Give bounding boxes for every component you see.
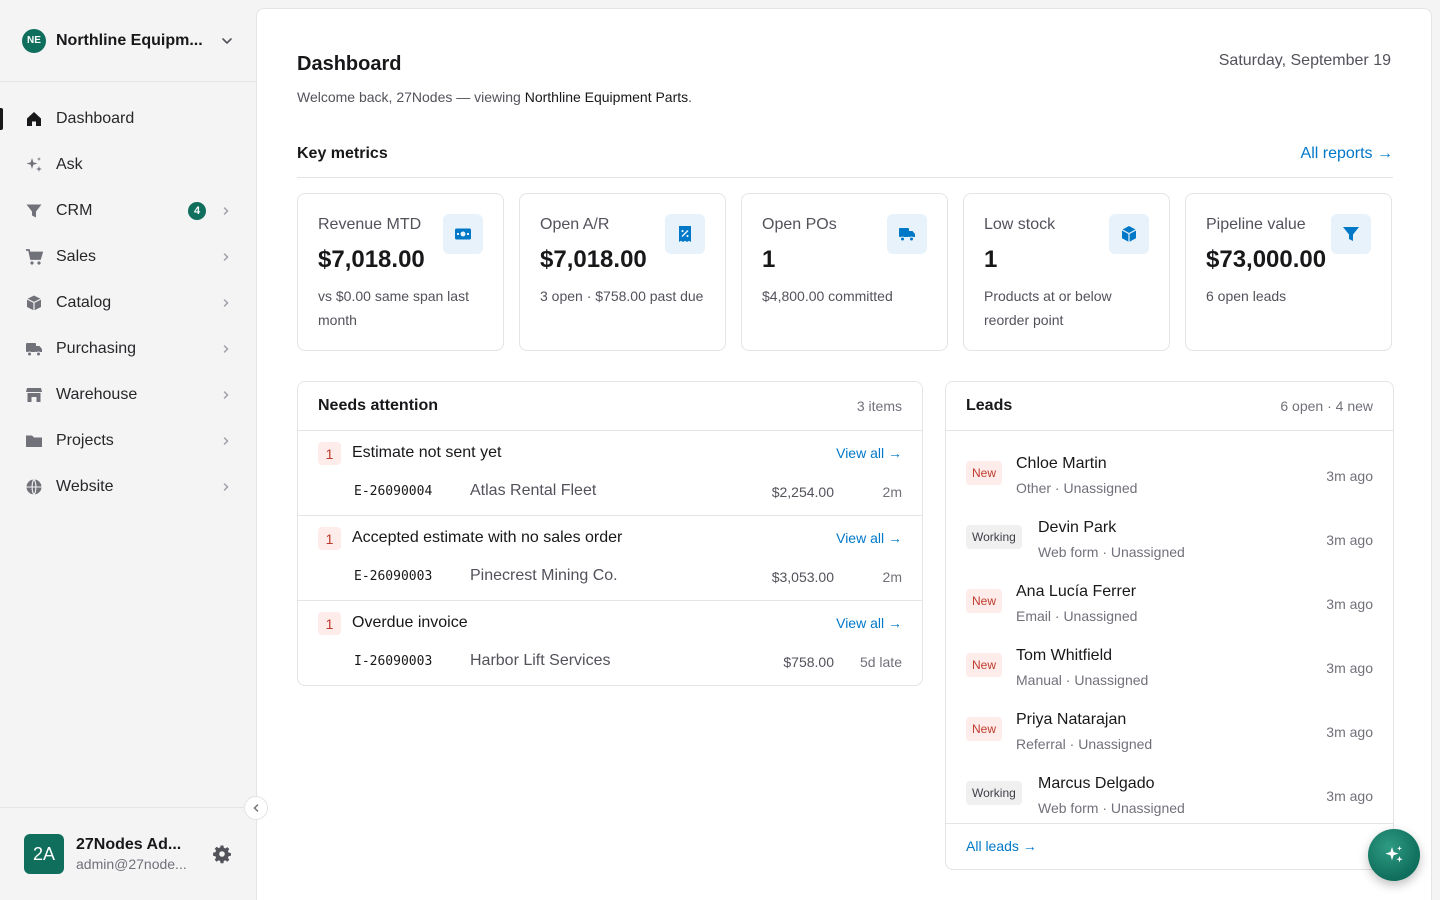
attention-title: Accepted estimate with no sales order	[352, 529, 623, 546]
box-icon	[24, 293, 44, 313]
sparkles-icon	[1383, 844, 1405, 866]
org-avatar: NE	[22, 29, 46, 53]
needs-attention-card	[297, 381, 923, 686]
status-badge: Working	[966, 525, 1022, 549]
metric-value: 1	[762, 246, 776, 273]
lead-name: Chloe Martin	[1016, 455, 1107, 472]
status-badge: New	[966, 461, 1002, 485]
card-title: Leads	[966, 397, 1013, 414]
receipt-icon	[665, 214, 705, 254]
key-metrics-header	[297, 145, 1393, 178]
page-title: Dashboard	[297, 53, 402, 75]
chevron-down-icon	[220, 34, 234, 48]
metrics-row	[297, 193, 1394, 351]
card-header	[298, 382, 922, 431]
main-nav	[0, 96, 256, 510]
lead-source: Web form · Unassigned	[1038, 544, 1185, 560]
count-badge: 1	[318, 527, 341, 550]
section-title: Key metrics	[297, 145, 388, 162]
org-switcher[interactable]	[0, 0, 256, 82]
attention-title: Overdue invoice	[352, 614, 468, 631]
metric-value: $7,018.00	[540, 246, 647, 273]
gear-icon[interactable]	[212, 844, 232, 864]
funnel-icon	[1331, 214, 1371, 254]
all-leads-link[interactable]: All leads →	[966, 838, 1037, 854]
customer-name: Harbor Lift Services	[470, 652, 611, 669]
list-item[interactable]	[946, 696, 1393, 760]
attention-title: Estimate not sent yet	[352, 444, 502, 461]
leads-summary: 6 open · 4 new	[1280, 398, 1373, 414]
chevron-right-icon	[220, 251, 232, 263]
sidebar-item-label: Warehouse	[56, 386, 138, 403]
age: 2m	[882, 569, 902, 585]
count-badge: 1	[318, 612, 341, 635]
cash-icon	[443, 214, 483, 254]
sidebar-item-label: Dashboard	[56, 110, 135, 127]
sidebar-item-website[interactable]	[0, 464, 256, 510]
current-date: Saturday, September 19	[1218, 52, 1391, 69]
metric-card-low-stock[interactable]	[963, 193, 1170, 351]
list-item[interactable]	[946, 568, 1393, 632]
metric-note: vs $0.00 same span last month	[318, 288, 469, 328]
metric-label: Pipeline value	[1206, 216, 1306, 233]
notification-badge: 4	[188, 202, 206, 220]
item-count: 3 items	[856, 398, 902, 414]
metric-card-pipeline[interactable]	[1185, 193, 1392, 351]
view-all-link[interactable]: View all →	[836, 445, 902, 461]
status-badge: Working	[966, 781, 1022, 805]
sidebar-item-crm[interactable]	[0, 188, 256, 234]
metric-label: Open POs	[762, 216, 837, 233]
org-name: Northline Equipm...	[56, 31, 203, 49]
sidebar-item-purchasing[interactable]	[0, 326, 256, 372]
metric-card-open-pos[interactable]	[741, 193, 948, 351]
sidebar-item-label: Purchasing	[56, 340, 137, 357]
lead-time: 3m ago	[1326, 724, 1373, 740]
list-item[interactable]	[946, 440, 1393, 504]
lead-time: 3m ago	[1326, 596, 1373, 612]
chevron-right-icon	[220, 297, 232, 309]
sidebar	[0, 0, 256, 900]
lead-name: Marcus Delgado	[1038, 775, 1155, 792]
metric-card-revenue[interactable]	[297, 193, 504, 351]
chevron-right-icon	[220, 389, 232, 401]
sidebar-item-projects[interactable]	[0, 418, 256, 464]
metric-note: 6 open leads	[1206, 288, 1287, 304]
card-header	[946, 382, 1393, 431]
sidebar-item-label: Website	[56, 478, 114, 495]
document-number[interactable]: E-26090003	[354, 569, 433, 584]
sidebar-item-dashboard[interactable]	[0, 96, 256, 142]
sidebar-item-sales[interactable]	[0, 234, 256, 280]
lead-source: Web form · Unassigned	[1038, 800, 1185, 816]
lead-name: Tom Whitfield	[1016, 647, 1113, 664]
customer-name: Atlas Rental Fleet	[470, 482, 597, 499]
card-title: Needs attention	[318, 397, 439, 414]
age: 2m	[882, 484, 902, 500]
sidebar-item-label: Sales	[56, 248, 97, 265]
metric-label: Revenue MTD	[318, 216, 422, 233]
avatar: 2A	[24, 834, 64, 874]
customer-name: Pinecrest Mining Co.	[470, 567, 618, 584]
lead-time: 3m ago	[1326, 532, 1373, 548]
lead-source: Other · Unassigned	[1016, 480, 1138, 496]
metric-note: $4,800.00 committed	[762, 288, 893, 304]
user-info	[76, 836, 192, 872]
view-all-link[interactable]: View all →	[836, 615, 902, 631]
age: 5d late	[859, 654, 902, 670]
metric-value: $7,018.00	[318, 246, 425, 273]
lead-source: Email · Unassigned	[1016, 608, 1138, 624]
welcome-prefix: Welcome back, 27Nodes — viewing	[297, 89, 525, 105]
attention-group	[298, 516, 922, 601]
sparkles-icon	[24, 155, 44, 175]
list-item[interactable]	[946, 760, 1393, 824]
status-badge: New	[966, 653, 1002, 677]
assistant-button[interactable]	[1368, 829, 1420, 881]
leads-list	[946, 431, 1393, 824]
status-badge: New	[966, 717, 1002, 741]
metric-value: $73,000.00	[1206, 246, 1327, 273]
attention-group	[298, 601, 922, 686]
cart-icon	[24, 247, 44, 267]
funnel-icon	[24, 201, 44, 221]
chevron-right-icon	[220, 481, 232, 493]
attention-group	[298, 431, 922, 516]
sidebar-item-label: Ask	[56, 156, 83, 173]
sidebar-item-label: CRM	[56, 202, 93, 219]
amount: $2,254.00	[771, 484, 834, 500]
lead-name: Devin Park	[1038, 519, 1117, 536]
list-item[interactable]	[946, 504, 1393, 568]
welcome-text	[297, 89, 692, 105]
lead-source: Referral · Unassigned	[1016, 736, 1153, 752]
metric-card-open-ar[interactable]	[519, 193, 726, 351]
store-icon	[24, 385, 44, 405]
sidebar-collapse-button[interactable]	[244, 796, 268, 820]
sidebar-item-label: Projects	[56, 432, 114, 449]
truck-icon	[887, 214, 927, 254]
leads-card	[945, 381, 1394, 870]
count-badge: 1	[318, 442, 341, 465]
leads-footer	[946, 823, 1393, 869]
welcome-suffix: .	[688, 89, 693, 105]
main-panel	[256, 8, 1432, 900]
welcome-org: Northline Equipment Parts	[524, 89, 689, 105]
chevron-left-icon	[251, 803, 261, 813]
sidebar-item-label: Catalog	[56, 294, 112, 311]
lead-name: Priya Natarajan	[1016, 711, 1127, 728]
sidebar-item-catalog[interactable]	[0, 280, 256, 326]
home-icon	[24, 109, 44, 129]
lead-time: 3m ago	[1326, 788, 1373, 804]
cube-icon	[1109, 214, 1149, 254]
amount: $3,053.00	[771, 569, 834, 585]
lead-time: 3m ago	[1326, 660, 1373, 676]
user-email: admin@27node...	[76, 856, 187, 872]
chevron-right-icon	[220, 205, 232, 217]
view-all-link[interactable]: View all →	[836, 530, 902, 546]
list-item[interactable]	[946, 632, 1393, 696]
lead-name: Ana Lucía Ferrer	[1016, 583, 1137, 600]
truck-icon	[24, 339, 44, 359]
sidebar-item-ask[interactable]	[0, 142, 256, 188]
metric-label: Low stock	[984, 216, 1056, 233]
lead-time: 3m ago	[1326, 468, 1373, 484]
chevron-right-icon	[220, 435, 232, 447]
metric-value: 1	[984, 246, 998, 273]
metric-label: Open A/R	[540, 216, 610, 233]
lead-source: Manual · Unassigned	[1016, 672, 1149, 688]
status-badge: New	[966, 589, 1002, 613]
globe-icon	[24, 477, 44, 497]
metric-note: 3 open · $758.00 past due	[540, 288, 704, 304]
document-number[interactable]: I-26090003	[354, 654, 433, 669]
all-reports-link[interactable]: All reports →	[1300, 145, 1393, 162]
user-profile[interactable]	[0, 807, 256, 900]
document-number[interactable]: E-26090004	[354, 484, 433, 499]
sidebar-item-warehouse[interactable]	[0, 372, 256, 418]
amount: $758.00	[783, 654, 834, 670]
user-name: 27Nodes Ad...	[76, 836, 182, 853]
chevron-right-icon	[220, 343, 232, 355]
folder-icon	[24, 431, 44, 451]
metric-note: Products at or below reorder point	[984, 288, 1112, 328]
